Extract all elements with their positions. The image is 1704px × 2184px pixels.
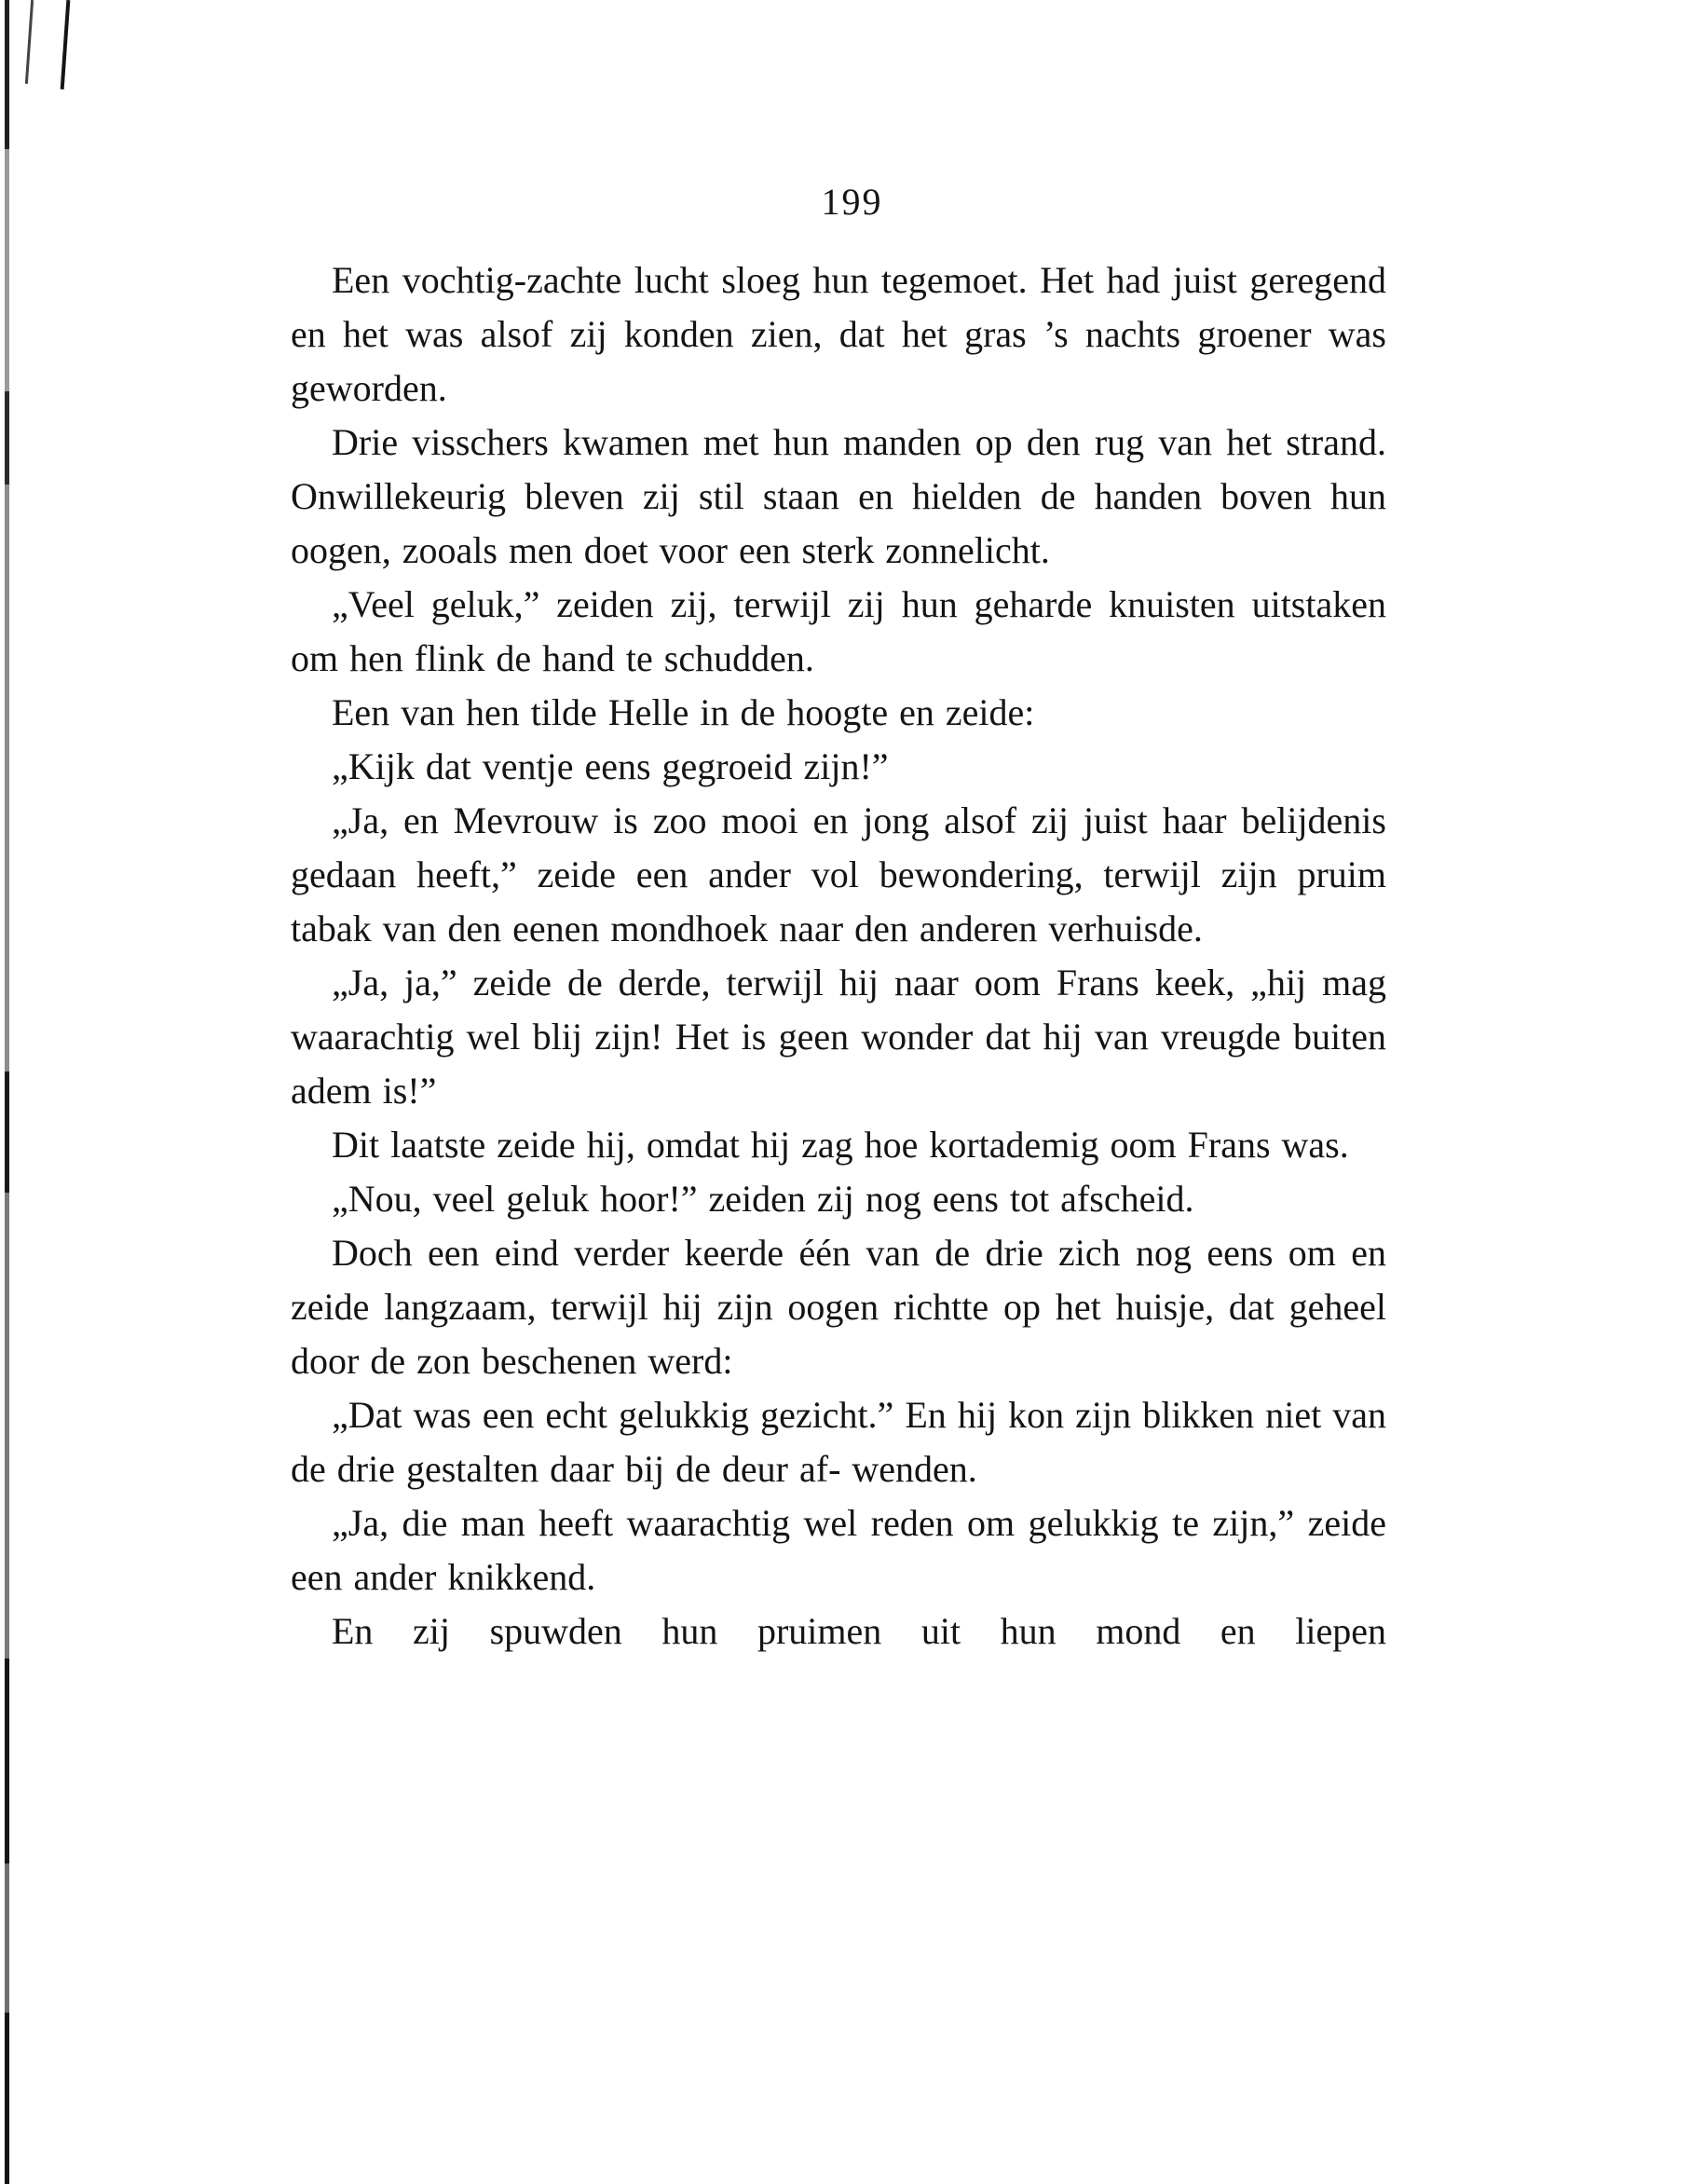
- paragraph: Een van hen tilde Helle in de hoogte en zeide:: [332, 691, 1035, 733]
- paragraph: Drie visschers kwamen met hun manden op den rug van het strand. Onwillekeurig bleven zij stil staan en hielden de handen boven hun oogen, zooals men doet voor een sterk zonnelicht.: [291, 421, 1386, 571]
- scan-mark: [61, 0, 71, 89]
- paragraph: „Veel geluk,” zeiden zij, terwijl zij hun geharde knuisten uitstaken om hen flink de hand te schudden.: [291, 583, 1386, 679]
- paragraph: Dit laatste zeide hij, omdat hij zag hoe kortademig oom Frans was.: [332, 1124, 1349, 1166]
- paragraph: En zij spuwden hun pruimen uit hun mond en liepen: [332, 1610, 1386, 1652]
- paragraph: „Kijk dat ventje eens gegroeid zijn!”: [332, 745, 889, 787]
- paragraph: „Ja, die man heeft waarachtig wel reden om gelukkig te zijn,” zeide een ander knikkend.: [291, 1502, 1386, 1598]
- page-number: 199: [821, 181, 883, 223]
- paragraph: „Ja, en Mevrouw is zoo mooi en jong alsof zij juist haar belijdenis gedaan heeft,” zeide een ander vol bewondering, terwijl zijn pruim tabak van den eenen mondhoek naar den anderen verhuisde.: [291, 799, 1386, 949]
- paragraph: Een vochtig-zachte lucht sloeg hun tegemoet. Het had juist geregend en het was alsof zij konden zien, dat het gras ’s nachts groener was geworden.: [291, 259, 1386, 409]
- paragraph: Doch een eind verder keerde één van de drie zich nog eens om en zeide langzaam, terwijl hij zijn oogen richtte op het huisje, dat geheel door de zon beschenen werd:: [291, 1232, 1386, 1382]
- scan-mark: [25, 0, 34, 84]
- body-text: [291, 253, 1386, 1658]
- paragraph: „Dat was een echt gelukkig gezicht.” En hij kon zijn blikken niet van de drie gestalten daar bij de deur af- wenden.: [291, 1394, 1386, 1490]
- paragraph: „Nou, veel geluk hoor!” zeiden zij nog eens tot afscheid.: [332, 1178, 1194, 1220]
- binding-shadow-line: [5, 0, 9, 2184]
- paragraph: „Ja, ja,” zeide de derde, terwijl hij naar oom Frans keek, „hij mag waarachtig wel blij zijn! Het is geen wonder dat hij van vreugde buiten adem is!”: [291, 962, 1386, 1112]
- binding-edge: [0, 0, 15, 2184]
